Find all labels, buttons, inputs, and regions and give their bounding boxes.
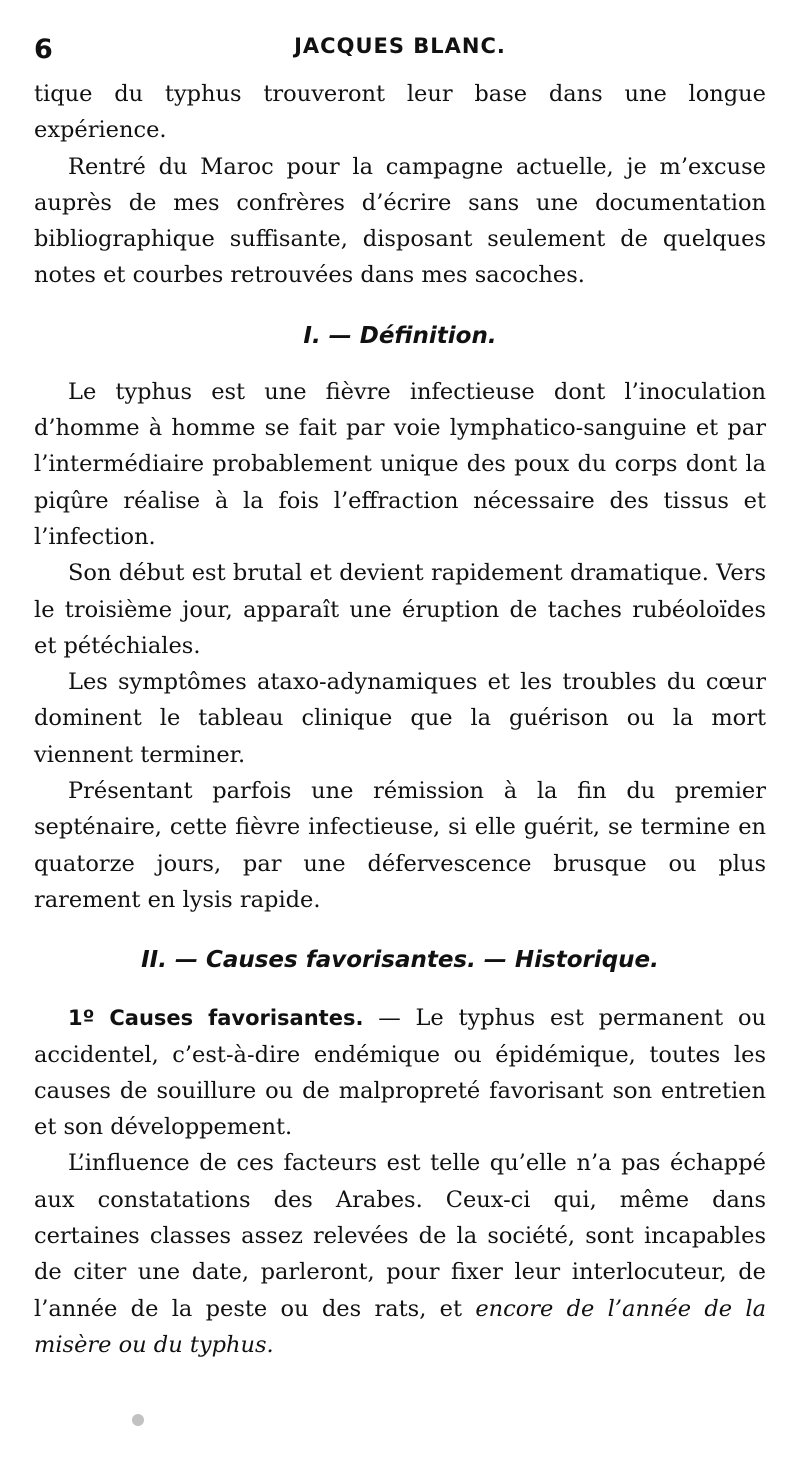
- causes-text: — Le typhus est permanent ou accidentel, c’est-à-dire endémique ou épidémique, toutes les causes de souillure ou de malpropreté favorisant son entretien et son développement.: [34, 1005, 767, 1141]
- book-page: [34, 26, 766, 1363]
- arabs-italic-text: encore de l’année de la misère ou du typhus.: [34, 1295, 766, 1358]
- causes-paragraph: [34, 1000, 766, 1145]
- course-paragraph: Présentant parfois une rémission à la fin du premier septénaire, cette fièvre infectieuse, si elle guérit, se termine en quatorze jours, par une défervescence brusque ou plus rarement en lysis rapide.: [34, 778, 766, 913]
- intro-paragraph: Rentré du Maroc pour la campagne actuelle, je m’excuse auprès de mes confrères d’écrire sans une documentation bibliographique suffisante, disposant seulement de quelques notes et courbes retrouvées dans mes sacoches.: [34, 153, 766, 289]
- section-heading-definition: I. — Définition.: [303, 322, 497, 349]
- page-number: 6: [34, 34, 53, 65]
- definition-paragraph: Le typhus est une fièvre infectieuse dont l’inoculation d’homme à homme se fait par voie lymphatico-sanguine et par l’intermédiaire probablement unique des poux du corps dont la piqûre réalise à la fois l’effraction nécessaire des tissus et l’infection.: [34, 378, 766, 550]
- running-head: [34, 26, 766, 76]
- arabs-paragraph: [34, 1145, 766, 1363]
- arabs-text: L’influence de ces facteurs est telle qu’elle n’a pas échappé aux constatations des Arabes. Ceux-ci qui, même dans certaines classes assez relevées de la société, sont incapables de citer une date, parleront, pour fixer leur interlocuteur, de l’année de la peste ou des rats, et: [34, 1150, 766, 1322]
- causes-runin-heading: 1º Causes favorisantes.: [68, 1006, 364, 1031]
- onset-paragraph: Son début est brutal et devient rapidement dramatique. Vers le troisième jour, apparaît une éruption de taches rubéoloïdes et pétéchiales.: [34, 560, 766, 659]
- symptoms-paragraph: Les symptômes ataxo-adynamiques et les troubles du cœur dominent le tableau clinique que la guérison ou la mort viennent terminer.: [34, 669, 766, 768]
- ink-spot-mark: [132, 1414, 144, 1426]
- section-heading-causes: II. — Causes favorisantes. — Historique.: [141, 947, 659, 974]
- running-title: JACQUES BLANC.: [294, 34, 506, 58]
- intro-paragraph-continuation: tique du typhus trouveront leur base dans une longue expérience.: [34, 81, 766, 144]
